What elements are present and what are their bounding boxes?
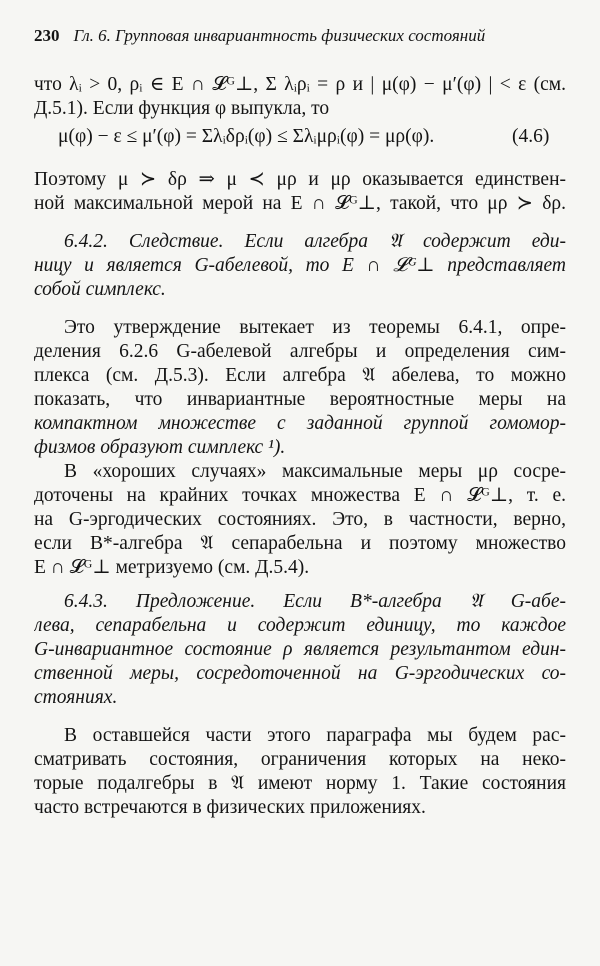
text-line: на G-эргодических состояниях. Это, в частности, верно, [34, 509, 566, 530]
text-line: ницу и является G-абелевой, то E ∩ 𝓛ᴳ⊥ представляет [34, 255, 566, 276]
text-line: Поэтому μ ≻ δρ ⇒ μ ≺ μρ и μρ оказывается единствен- [34, 169, 566, 190]
text-line: компактном множестве с заданной группой гомомор- [34, 413, 566, 434]
text-line: ной максимальной мерой на E ∩ 𝓛ᴳ⊥, такой, что μρ ≻ δρ. [34, 193, 566, 214]
text-line: деления 6.2.6 G-абелевой алгебры и определения сим- [34, 341, 566, 362]
text-line: если B*-алгебра 𝔄 сепарабельна и поэтому множество [34, 533, 566, 554]
equation-4-6: μ(φ) − ε ≤ μ′(φ) = Σλᵢδρᵢ(φ) ≤ Σλᵢμρᵢ(φ) = μρ(φ). [58, 126, 435, 147]
text-line: E ∩ 𝓛ᴳ⊥ метризуемо (см. Д.5.4). [34, 557, 310, 578]
equation-number: (4.6) [512, 126, 550, 147]
running-header [34, 26, 568, 46]
text-line: что λᵢ > 0, ρᵢ ∈ E ∩ 𝓛ᴳ⊥, Σ λᵢρᵢ = ρ и | μ(φ) − μ′(φ) | < ε (см. [34, 74, 566, 95]
text-line: торые подалгебры в 𝔄 имеют норму 1. Такие состояния [34, 773, 566, 794]
text-line: физмов образуют симплекс ¹). [34, 437, 286, 458]
corollary-heading: 6.4.2. Следствие. Если алгебра 𝔄 содержит еди- [64, 231, 566, 252]
proposition-heading: 6.4.3. Предложение. Если B*-алгебра 𝔄 G-абе- [64, 591, 566, 612]
text-line: часто встречаются в физических приложениях. [34, 797, 426, 818]
text-line: показать, что инвариантные вероятностные меры на [34, 389, 566, 410]
text-line: лева, сепарабельна и содержит единицу, то каждое [34, 615, 566, 636]
text-line: В «хороших случаях» максимальные меры μρ сосре- [64, 461, 566, 482]
text-line: G-инвариантное состояние ρ является результантом един- [34, 639, 566, 660]
text-line: доточены на крайних точках множества E ∩ 𝓛ᴳ⊥, т. е. [34, 485, 566, 506]
text-line: Д.5.1). Если функция φ выпукла, то [34, 98, 330, 119]
text-line: сматривать состояния, ограничения которых на неко- [34, 749, 566, 770]
page-number: 230 [34, 26, 60, 45]
text-line: стояниях. [34, 687, 118, 708]
text-line: Это утверждение вытекает из теоремы 6.4.1, опре- [64, 317, 566, 338]
text-line: плекса (см. Д.5.3). Если алгебра 𝔄 абелева, то можно [34, 365, 566, 386]
running-title: Гл. 6. Групповая инвариантность физических состояний [73, 26, 486, 45]
text-line: собой симплекс. [34, 279, 166, 300]
text-line: ственной меры, сосредоточенной на G-эргодических со- [34, 663, 566, 684]
text-line: В оставшейся части этого параграфа мы будем рас- [64, 725, 566, 746]
